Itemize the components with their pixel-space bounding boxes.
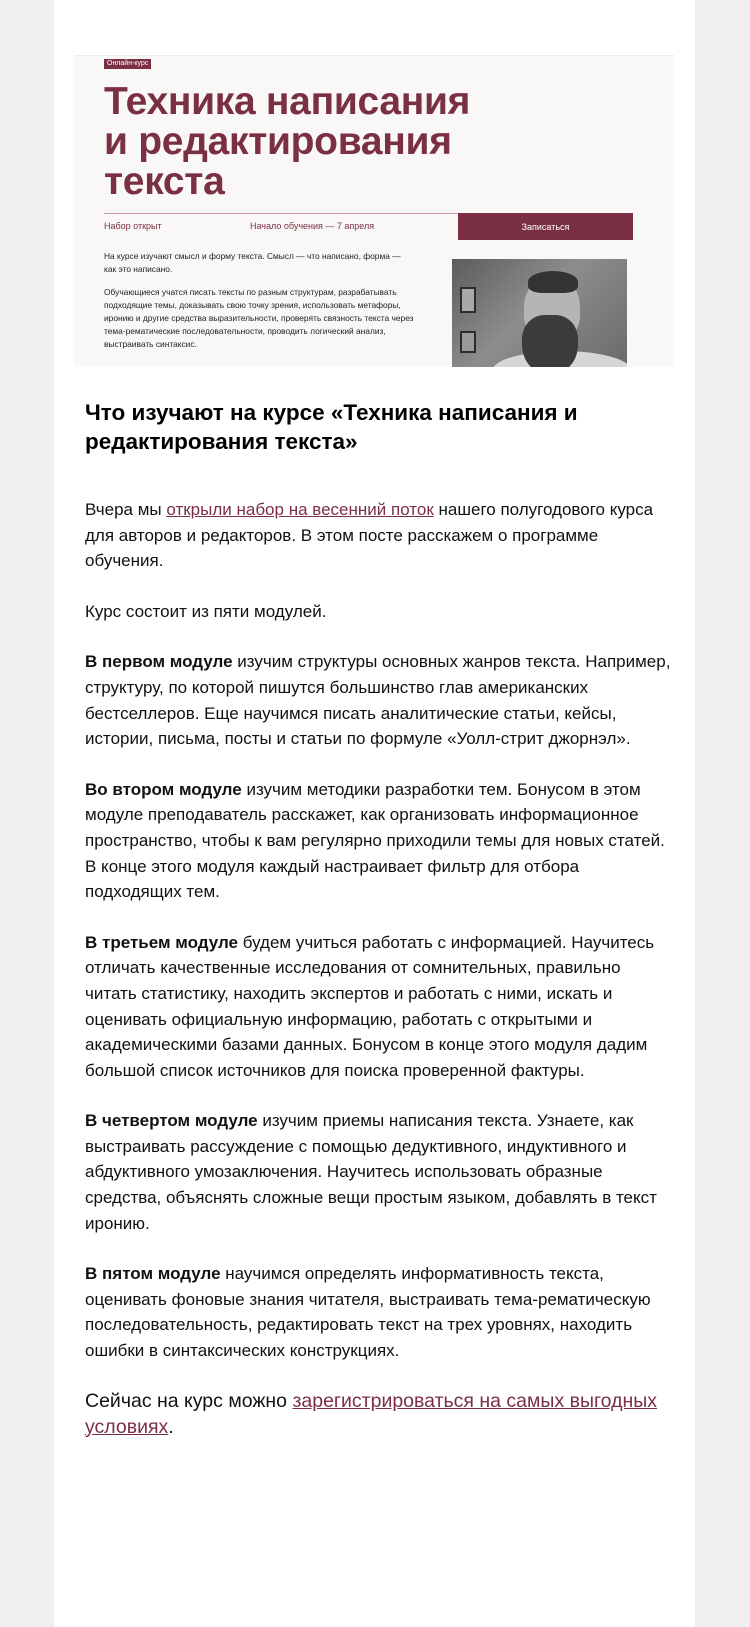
module-paragraph	[85, 777, 675, 905]
module-text: научимся определять информативность текста, оценивать фоновые знания читателя, выстраивать тема-рематическую последовательность, редактировать текст на трех уровнях, находить ошибки в синтаксических конструкциях.	[85, 1264, 651, 1361]
text-fragment: Сейчас на курс можно	[85, 1389, 293, 1412]
module-paragraph	[85, 649, 675, 751]
course-banner	[74, 55, 674, 367]
enrollment-status: Набор открыт	[104, 221, 162, 231]
banner-title	[104, 82, 624, 202]
module-title: В пятом модуле	[85, 1264, 221, 1284]
banner-divider	[104, 213, 458, 214]
beard-shape	[522, 315, 578, 367]
banner-title-line: Техника написания	[104, 80, 471, 123]
module-title: Во втором модуле	[85, 779, 242, 799]
enroll-button[interactable]: Записаться	[458, 213, 633, 240]
modules-count-paragraph: Курс состоит из пяти модулей.	[85, 601, 327, 621]
module-title: В четвертом модуле	[85, 1111, 258, 1131]
module-text: изучим структуры основных жанров текста. Например, структуру, по которой пишутся большинство глав американских бестселлеров. Еще научимся писать аналитические статьи, кейсы, истории, письма, посты и статьи по формуле «Уолл-стрит джорнэл».	[85, 652, 671, 749]
final-paragraph	[85, 1388, 675, 1440]
wall-frame-icon	[460, 287, 476, 313]
register-link[interactable]: зарегистрироваться на самых выгодных условиях	[85, 1389, 658, 1438]
module-text: изучим методики разработки тем. Бонусом в этом модуле преподаватель расскажет, как организовать информационное пространство, чтобы к вам регулярно приходили темы для новых статей. В конце этого модуля каждый настраивает фильтр для отбора подходящих тем.	[85, 779, 665, 902]
banner-intro: На курсе изучают смысл и форму текста. Смысл — что написано, форма — как это написано.	[104, 251, 401, 274]
text-fragment: Вчера мы	[85, 500, 167, 519]
module-paragraph	[85, 930, 675, 1084]
module-paragraph	[85, 1108, 675, 1236]
instructor-photo-icon	[452, 259, 627, 367]
module-paragraph	[85, 1261, 675, 1363]
text-fragment: .	[168, 1415, 174, 1438]
email-page	[54, 0, 695, 1627]
start-date: Начало обучения — 7 апреля	[250, 221, 375, 231]
module-text: будем учиться работать с информацией. Научитесь отличать качественные исследования от сомнительных, правильно читать статистику, находить экспертов и работать с ними, искать и оценивать официальную информацию, работать с открытыми и академическими базами данных. Бонусом в конце этого модуля дадим большой список источников для поиска проверенной фактуры.	[85, 932, 655, 1080]
text-fragment: нашего полугодового курса для авторов и редакторов. В этом посте расскажем о программе обучения.	[85, 500, 654, 571]
spring-stream-link[interactable]: открыли набор на весенний поток	[166, 500, 434, 519]
article	[85, 398, 675, 1440]
course-badge: Онлайн-курс	[104, 59, 151, 69]
hair-shape	[528, 271, 578, 293]
banner-title-line: текста	[104, 160, 225, 203]
article-heading: Что изучают на курсе «Техника написания и редактирования текста»	[85, 400, 578, 454]
module-title: В первом модуле	[85, 652, 233, 672]
wall-frame-icon	[460, 331, 476, 353]
banner-title-line: и редактирования	[104, 120, 452, 163]
module-title: В третьем модуле	[85, 932, 239, 952]
module-text: изучим приемы написания текста. Узнаете, как выстраивать рассуждение с помощью дедуктивного, индуктивного и абдуктивного умозаключения. Научитесь использовать образные средства, объяснять сложные вещи простым языком, добавлять в текст иронию.	[85, 1111, 657, 1233]
banner-details: Обучающиеся учатся писать тексты по разным структурам, разрабатывать подходящие темы, доказывать свою точку зрения, использовать метафоры, иронию и другие средства выразительности, проверять связность текста через тема-рематические последовательности, проводить логический анализ, выстраивать синтаксис.	[104, 287, 414, 349]
intro-paragraph	[85, 497, 675, 574]
